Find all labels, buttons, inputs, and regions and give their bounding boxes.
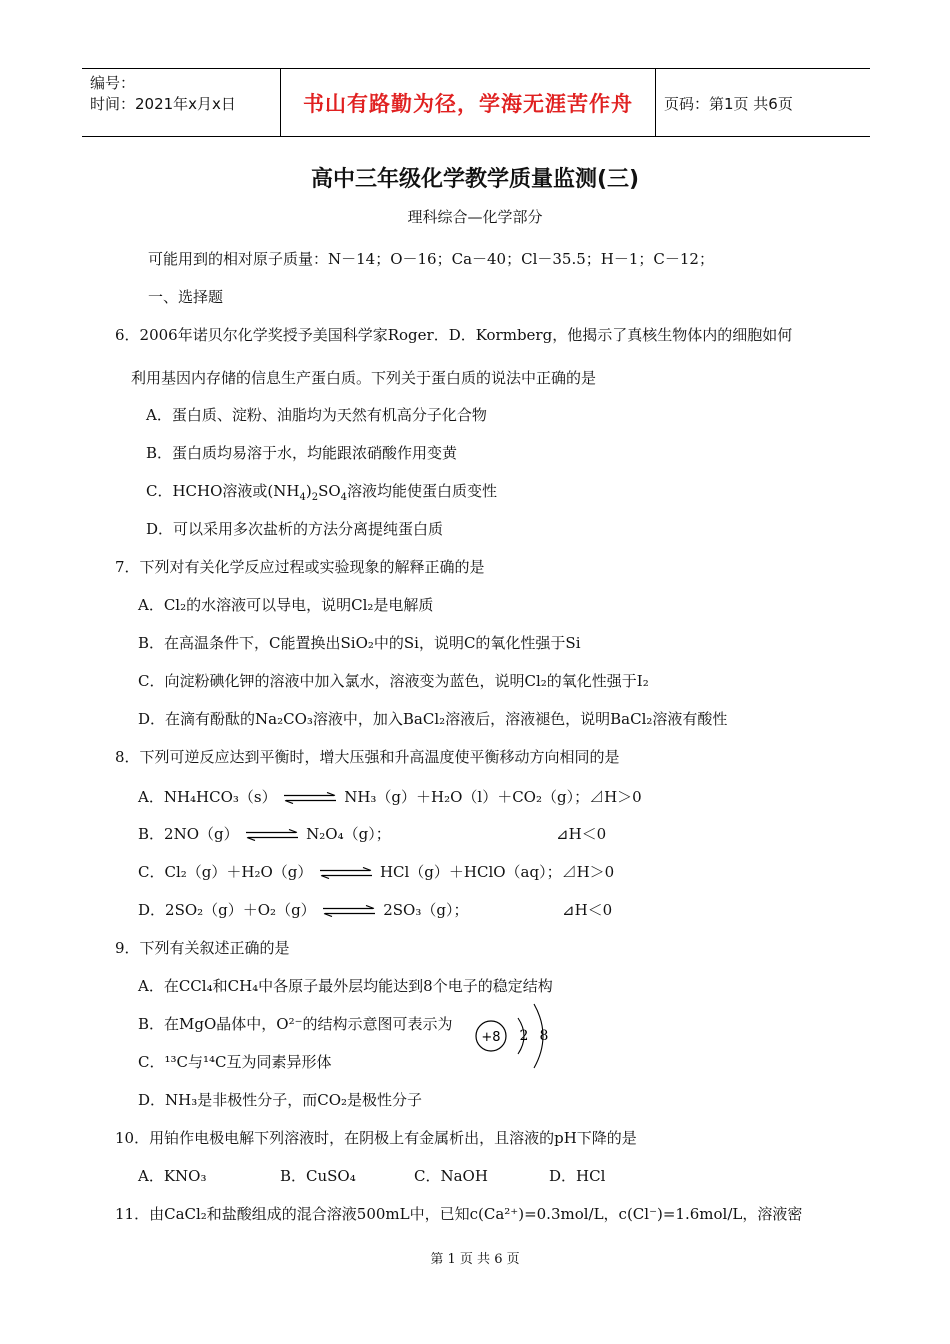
q6-stem-line1: 6．2006年诺贝尔化学奖授予美国科学家Roger．D．Kormberg，他揭示了真核生物体内的细胞如何 bbox=[115, 326, 793, 344]
q6-c-sub3: 4 bbox=[340, 492, 348, 503]
q8-b-right: N₂O₄（g）； bbox=[306, 825, 391, 843]
q10-option-c: C．NaOH bbox=[414, 1167, 488, 1185]
q8-option-b bbox=[138, 823, 391, 844]
q6-c-post: 溶液均能使蛋白质变性 bbox=[347, 482, 498, 500]
header-meta bbox=[90, 73, 236, 115]
q6-stem-line2: 利用基因内存储的信息生产蛋白质。下列关于蛋白质的说法中正确的是 bbox=[131, 369, 597, 387]
q8-a-left: A．NH₄HCO₃（s） bbox=[138, 788, 277, 806]
q6-c-mid: ) bbox=[305, 482, 312, 500]
nucleus-charge: +8 bbox=[481, 1030, 501, 1045]
equilibrium-arrow-icon bbox=[319, 867, 373, 879]
q6-c-sub1: 4 bbox=[299, 492, 306, 503]
oxide-ion-structure-diagram bbox=[470, 1000, 560, 1090]
q7-option-b: B．在高温条件下，C能置换出SiO₂中的Si，说明C的氧化性强于Si bbox=[138, 634, 581, 652]
q8-c-left: C．Cl₂（g）＋H₂O（g） bbox=[138, 863, 313, 881]
q8-option-d bbox=[138, 899, 468, 920]
q6-option-d: D．可以采用多次盐析的方法分离提纯蛋白质 bbox=[146, 520, 444, 538]
q11-stem: 11．由CaCl₂和盐酸组成的混合溶液500mL中，已知c(Ca²⁺)=0.3mol/L，c(Cl⁻)=1.6mol/L，溶液密 bbox=[115, 1205, 803, 1223]
q6-option-c bbox=[146, 480, 497, 503]
q8-a-right: NH₃（g）＋H₂O（l）＋CO₂（g）；⊿H＞0 bbox=[344, 788, 642, 806]
header-slogan-cell bbox=[280, 69, 656, 136]
q6-c-mid2: SO bbox=[318, 482, 341, 500]
q6-c-sub2: 2 bbox=[311, 492, 319, 503]
q8-d-enthalpy: ⊿H＜0 bbox=[562, 901, 613, 919]
document-title: 高中三年级化学教学质量监测(三) bbox=[310, 167, 640, 192]
q7-option-d: D．在滴有酚酞的Na₂CO₃溶液中，加入BaCl₂溶液后，溶液褪色，说明BaCl₂溶液有酸性 bbox=[138, 710, 728, 728]
q8-option-a bbox=[138, 786, 642, 807]
shell-electrons-2: 8 bbox=[539, 1028, 549, 1044]
q7-option-a: A．Cl₂的水溶液可以导电，说明Cl₂是电解质 bbox=[138, 596, 434, 614]
q8-d-right: 2SO₃（g）； bbox=[383, 901, 469, 919]
q9-option-a: A．在CCl₄和CH₄中各原子最外层均能达到8个电子的稳定结构 bbox=[138, 977, 553, 995]
q9-option-c: C．¹³C与¹⁴C互为同素异形体 bbox=[138, 1053, 332, 1071]
q8-c-right: HCl（g）＋HClO（aq）；⊿H＞0 bbox=[379, 863, 615, 881]
page-header bbox=[82, 68, 870, 137]
date-label: 时间：2021年x月x日 bbox=[90, 95, 236, 113]
equilibrium-arrow-icon bbox=[245, 829, 299, 841]
q7-option-c: C．向淀粉碘化钾的溶液中加入氯水，溶液变为蓝色，说明Cl₂的氧化性强于I₂ bbox=[138, 672, 649, 690]
equilibrium-arrow-icon bbox=[322, 905, 376, 917]
q10-option-a: A．KNO₃ bbox=[138, 1167, 207, 1185]
document-subtitle: 理科综合—化学部分 bbox=[407, 208, 543, 226]
shell-electrons-1: 2 bbox=[519, 1028, 529, 1044]
page-label: 页码：第1页 共6页 bbox=[664, 95, 793, 113]
q9-option-b: B．在MgO晶体中，O²⁻的结构示意图可表示为 bbox=[138, 1015, 453, 1033]
q6-c-pre: C．HCHO溶液或(NH bbox=[146, 482, 300, 500]
section-heading: 一、选择题 bbox=[148, 288, 224, 306]
q8-stem: 8．下列可逆反应达到平衡时，增大压强和升高温度使平衡移动方向相同的是 bbox=[115, 748, 620, 766]
q10-option-b: B．CuSO₄ bbox=[280, 1167, 356, 1185]
equilibrium-arrow-icon bbox=[283, 792, 337, 804]
q8-b-left: B．2NO（g） bbox=[138, 825, 239, 843]
q9-stem: 9．下列有关叙述正确的是 bbox=[115, 939, 290, 957]
q8-option-c bbox=[138, 861, 614, 882]
atomic-masses: 可能用到的相对原子质量：N－14；O－16；Ca－40；Cl－35.5；H－1；C－12； bbox=[148, 250, 714, 268]
number-label: 编号： bbox=[90, 74, 136, 92]
q7-stem: 7．下列对有关化学反应过程或实验现象的解释正确的是 bbox=[115, 558, 485, 576]
page-footer: 第 1 页 共 6 页 bbox=[430, 1252, 520, 1267]
q8-b-enthalpy: ⊿H＜0 bbox=[556, 825, 607, 843]
slogan: 书山有路勤为径，学海无涯苦作舟 bbox=[303, 91, 633, 116]
q10-option-d: D．HCl bbox=[549, 1167, 606, 1185]
q9-option-d: D．NH₃是非极性分子，而CO₂是极性分子 bbox=[138, 1091, 423, 1109]
q6-option-b: B．蛋白质均易溶于水，均能跟浓硝酸作用变黄 bbox=[146, 444, 458, 462]
q6-option-a: A．蛋白质、淀粉、油脂均为天然有机高分子化合物 bbox=[146, 406, 487, 424]
q10-stem: 10．用铂作电极电解下列溶液时，在阴极上有金属析出，且溶液的pH下降的是 bbox=[115, 1129, 637, 1147]
q8-d-left: D．2SO₂（g）＋O₂（g） bbox=[138, 901, 316, 919]
